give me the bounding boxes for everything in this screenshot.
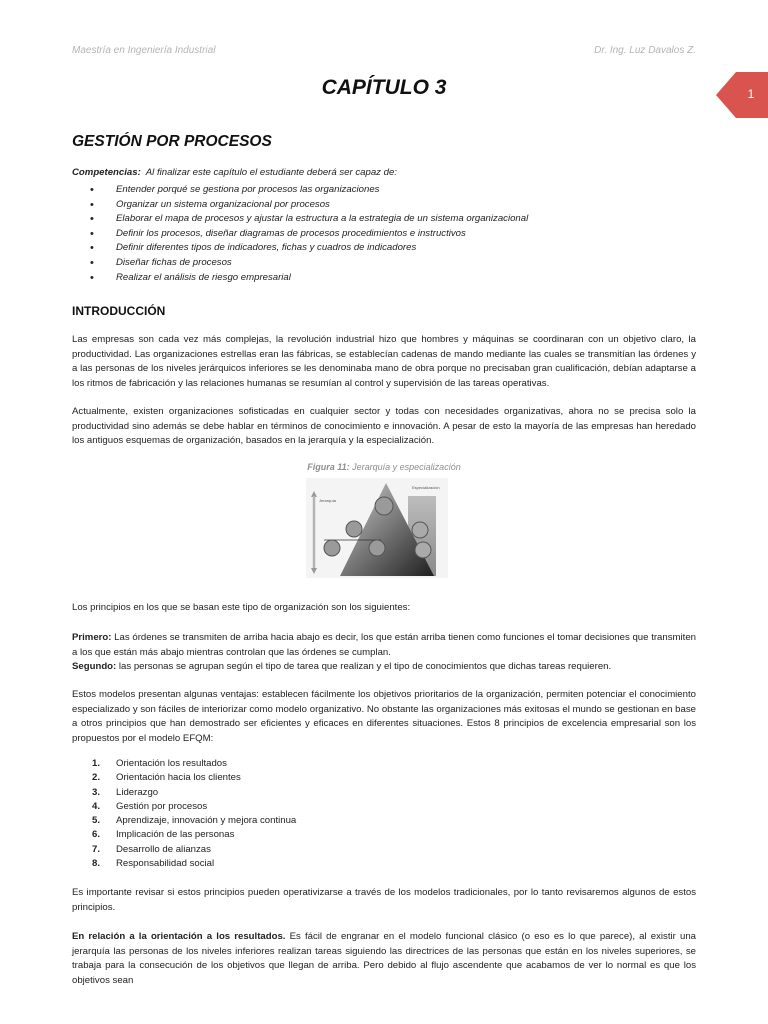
page-number: 1 (747, 87, 755, 101)
list-item (92, 771, 296, 785)
label-jerarquia: Jerarquía (319, 498, 336, 503)
header-author: Dr. Ing. Luz Davalos Z. (594, 45, 696, 56)
paragraph-intro-1: Las empresas son cada vez más complejas, la revolución industrial hizo que hombres y máquinas se coordinaran con un objetivo claro, la productividad. Las organizaciones estrellas eran las fábricas, se establecían cadenas de mando mediante las cuales se transmitían las órdenes y a las personas de los niveles jerárquicos inferiores se les denominaba mano de obra porque no precisaban gran cualificación, debían adaptarse a los ritmos de fabricación y las relaciones humanas se resumían al control y supervisión de las tareas operativas. (72, 334, 696, 389)
item-text: Desarrollo de alianzas (116, 843, 211, 855)
item-number: 4. (92, 800, 101, 812)
item-text: Liderazgo (116, 786, 159, 798)
paragraph-ventajas: Estos modelos presentan algunas ventajas: establecen fácilmente los objetivos prioritarios de la organización, permiten potenciar el conocimiento especializado y son fáciles de interiorizar como modelo organizativo. No obstante las organizaciones más exitosas el mundo se gestionan en base a otros principios que han demostrado ser eficientes y eficaces en diferentes situaciones. Estos 8 principios de excelencia empresarial son los propuestos por el modelo EFQM: (72, 689, 696, 744)
list-item (92, 814, 296, 828)
list-item: • Elaborar el mapa de procesos y ajustar la estructura a la estrategia de un sistema organizacional (90, 212, 528, 227)
item-number: 2. (92, 772, 101, 784)
figure-caption (0, 462, 768, 472)
hierarchy-diagram (306, 478, 448, 578)
list-item: • Entender porqué se gestiona por procesos las organizaciones (90, 183, 528, 198)
competencias-label: Competencias: (72, 167, 141, 178)
competencias-text: Al finalizar este capítulo el estudiante deberá ser capaz de: (145, 167, 397, 178)
segundo-label: Segundo: (72, 661, 117, 673)
paragraph-principios: Los principios en los que se basan este tipo de organización son los siguientes: (72, 602, 411, 613)
intro-heading: INTRODUCCIÓN (72, 304, 166, 318)
list-item (92, 800, 296, 814)
item-number: 5. (92, 815, 101, 827)
primero-label: Primero: (72, 632, 112, 643)
section-title: GESTIÓN POR PROCESOS (72, 133, 272, 150)
list-item: • Definir los procesos, diseñar diagramas de procesos procedimientos e instructivos (90, 227, 528, 242)
figure-caption-text: Jerarquía y especialización (352, 462, 461, 472)
chapter-title: CAPÍTULO 3 (321, 76, 447, 99)
principles-list (92, 757, 296, 871)
figure-hierarchy-specialization (306, 478, 448, 578)
orientacion-text: Es fácil de engranar en el modelo funcional clásico (o eso es lo que parece), al existir una jerarquía las personas de los niveles inferiores realizan tareas siguiendo las directrices de las personas que están en los niveles superiores, se trabaja para la consecución de los objetivos que llegan de arriba. Pero debido al flujo ascendente que acabamos de ver lo normal es que los objetivos sean (72, 931, 696, 986)
label-especializacion: Especialización (412, 485, 440, 490)
list-item: • Definir diferentes tipos de indicadores, fichas y cuadros de indicadores (90, 241, 528, 256)
list-item (92, 843, 296, 857)
item-text: Orientación los resultados (116, 758, 227, 769)
item-text: Responsabilidad social (116, 858, 215, 870)
list-item (92, 828, 296, 842)
item-number: 7. (92, 843, 101, 855)
paragraph-intro-2: Actualmente, existen organizaciones sofisticadas en cualquier sector y todas con necesidades organizativas, ahora no se precisa solo la productividad sino además se debe hablar en términos de conocimiento e innovación. A pesar de esto la mayoría de las empresas han heredado los antiguos esquemas de organización, basados en la jerarquía y la especialización. (72, 406, 696, 447)
item-number: 1. (92, 758, 101, 769)
item-number: 6. (92, 829, 101, 841)
list-item (92, 857, 296, 871)
item-number: 3. (92, 786, 101, 798)
list-item (92, 786, 296, 800)
paragraph-revision: Es importante revisar si estos principios pueden operativizarse a través de los modelos tradicionales, por lo tanto revisaremos algunos de estos principios. (72, 887, 696, 913)
item-text: Implicación de las personas (116, 829, 235, 841)
segundo-text: las personas se agrupan según el tipo de tarea que realizan y el tipo de conocimientos que dichas tareas requieren. (118, 661, 612, 673)
primero-text: Las órdenes se transmiten de arriba hacia abajo es decir, los que están arriba tienen como funciones el tomar decisiones que transmiten a los que están más abajo mientras controlan que las órdenes se cumplan. (72, 632, 696, 658)
competencias-list (90, 183, 528, 285)
item-text: Gestión por procesos (116, 800, 208, 812)
item-text: Aprendizaje, innovación y mejora continua (116, 815, 297, 827)
list-item (92, 757, 296, 771)
paragraph-orientacion-resultados (72, 930, 696, 988)
header-course: Maestría en Ingeniería Industrial (72, 45, 216, 56)
list-item: • Realizar el análisis de riesgo empresarial (90, 271, 528, 286)
list-item: • Diseñar fichas de procesos (90, 256, 528, 271)
orientacion-label: En relación a la orientación a los resultados. (72, 931, 286, 942)
list-item: • Organizar un sistema organizacional por procesos (90, 198, 528, 213)
figure-caption-label: Figura 11: (307, 462, 350, 472)
paragraph-primero-segundo (72, 631, 696, 675)
competencias-intro (72, 167, 397, 178)
item-number: 8. (92, 858, 101, 870)
item-text: Orientación hacia los clientes (116, 772, 241, 784)
